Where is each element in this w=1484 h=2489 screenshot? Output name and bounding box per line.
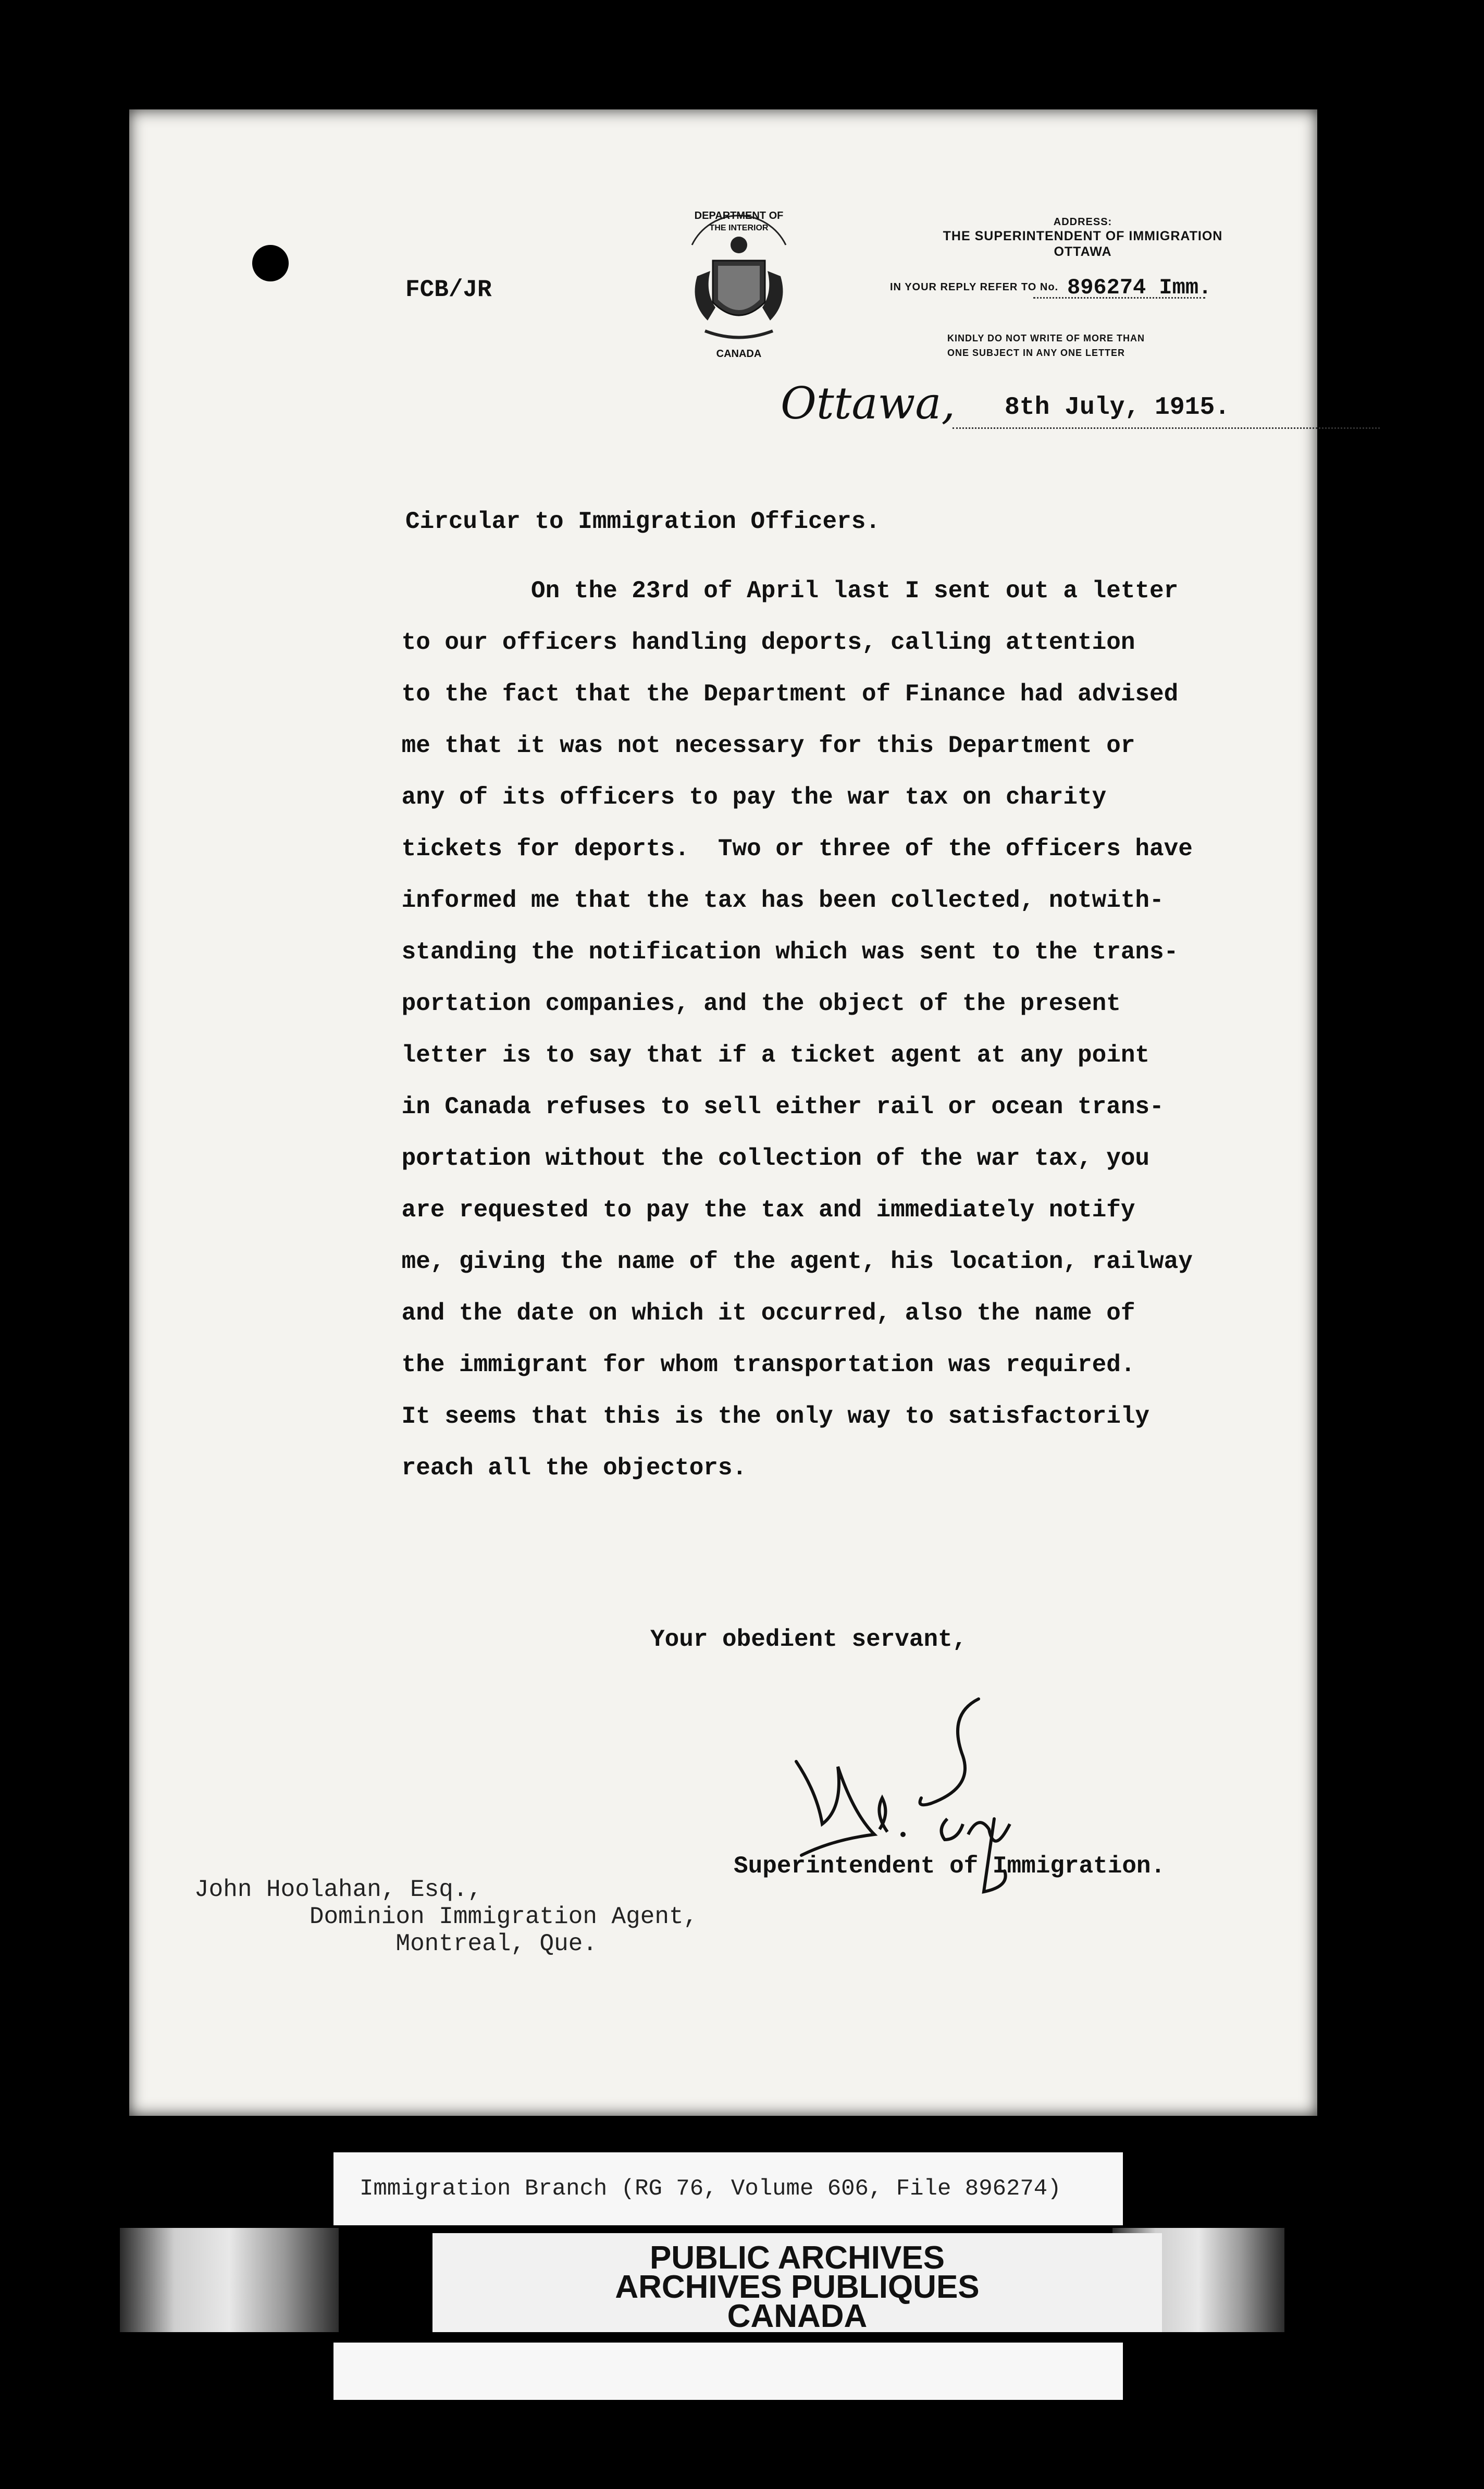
body-line: in Canada refuses to sell either rail or ocean trans- [387, 1093, 1164, 1120]
recipient-address [194, 1876, 698, 1957]
reference-initials: FCB/JR [405, 276, 492, 303]
body-line: are requested to pay the tax and immediately notify [387, 1197, 1135, 1224]
body-line: reach all the objectors. [387, 1455, 747, 1482]
letter-sheet [129, 109, 1317, 2116]
notice-line-1: KINDLY DO NOT WRITE OF MORE THAN [947, 333, 1145, 343]
letterhead-notice [947, 331, 1145, 360]
letter-heading: Circular to Immigration Officers. [405, 508, 880, 535]
recipient-name: John Hoolahan, Esq., [194, 1876, 483, 1903]
department-crest-seal [676, 198, 801, 365]
recipient-position: Dominion Immigration Agent, [194, 1903, 698, 1930]
reply-reference-label: IN YOUR REPLY REFER TO No. [890, 281, 1059, 293]
body-line: the immigrant for whom transportation was required. [387, 1351, 1135, 1378]
address-line-1: THE SUPERINTENDENT OF IMMIGRATION [943, 229, 1223, 243]
recipient-location: Montreal, Que. [194, 1930, 597, 1957]
archives-stamp [432, 2233, 1162, 2332]
stamp-line-3: CANADA [727, 2298, 868, 2334]
body-line: tickets for deports. Two or three of the officers have [387, 835, 1193, 862]
body-line: and the date on which it occurred, also the name of [387, 1300, 1135, 1327]
body-line: me, giving the name of the agent, his location, railway [387, 1248, 1193, 1275]
letter-date: 8th July, 1915. [1005, 393, 1230, 422]
blank-label-strip [333, 2343, 1123, 2400]
body-line: to our officers handling deports, calling attention [387, 629, 1135, 656]
notice-line-2: ONE SUBJECT IN ANY ONE LETTER [947, 348, 1126, 358]
letter-closing: Your obedient servant, [650, 1626, 967, 1653]
body-line: standing the notification which was sent to the trans- [387, 939, 1179, 966]
body-line: letter is to say that if a ticket agent at any point [387, 1042, 1150, 1069]
address-label: ADDRESS: [1053, 216, 1112, 228]
body-line: me that it was not necessary for this Department or [387, 732, 1135, 759]
source-caption: Immigration Branch (RG 76, Volume 606, File 896274) [360, 2176, 1061, 2202]
punch-hole [252, 245, 289, 281]
svg-text:DEPARTMENT OF: DEPARTMENT OF [694, 210, 784, 221]
signatory-title: Superintendent of Immigration. [734, 1853, 1166, 1880]
body-line: It seems that this is the only way to satisfactorily [387, 1403, 1150, 1430]
dateline-place: Ottawa, [781, 378, 956, 429]
date-dotted-line [953, 427, 1380, 429]
body-line: portation companies, and the object of the present [387, 990, 1121, 1017]
body-line: any of its officers to pay the war tax on charity [387, 784, 1107, 811]
film-edge-left [120, 2228, 339, 2332]
body-line: portation without the collection of the war tax, you [387, 1145, 1150, 1172]
stamp-line-2: ARCHIVES PUBLIQUES [615, 2269, 980, 2305]
svg-text:THE INTERIOR: THE INTERIOR [709, 224, 769, 232]
letter-body [387, 565, 1377, 1494]
letterhead-address [921, 216, 1244, 260]
reply-reference-number: 896274 Imm. [1067, 275, 1212, 300]
source-caption-strip [333, 2152, 1123, 2225]
address-line-2: OTTAWA [1054, 244, 1112, 259]
body-line: to the fact that the Department of Finance had advised [387, 681, 1179, 708]
svg-text:CANADA: CANADA [716, 348, 762, 360]
body-line: On the 23rd of April last I sent out a letter [387, 577, 1179, 605]
stamp-line-1: PUBLIC ARCHIVES [649, 2240, 945, 2276]
body-line: informed me that the tax has been collected, notwith- [387, 887, 1164, 914]
